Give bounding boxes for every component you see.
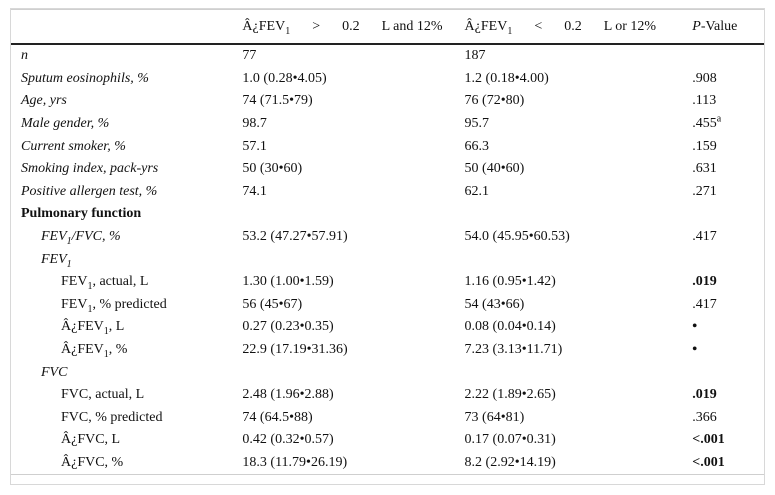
cell-p: • [692, 319, 698, 335]
label-pre: FEV [41, 229, 67, 245]
header-group-low [465, 10, 693, 45]
cell-p: .908 [692, 70, 717, 86]
label-sub: 1 [103, 326, 109, 338]
row-label: Age, yrs [21, 93, 67, 109]
header-high-op: > [312, 18, 321, 34]
table-row [11, 44, 764, 68]
header-high-suffix: L and 12% [381, 18, 443, 34]
cell-low: 8.2 (2.92•14.19) [465, 452, 693, 475]
row-label [11, 226, 242, 249]
cell-low: 0.08 (0.04•0.14) [464, 319, 556, 335]
cell-high: 53.2 (47.27•57.91) [242, 229, 348, 245]
label-pre: FEV [41, 251, 67, 267]
cell-low: 54 (43•66) [464, 296, 525, 312]
cell-p: <.001 [692, 432, 725, 448]
cell-low: 1.2 (0.18•4.00) [464, 70, 549, 86]
table-row [11, 316, 764, 339]
row-label: Â¿FVC, % [11, 452, 242, 475]
cell-low: 66.3 [464, 138, 490, 154]
header-low-prefix: Â¿FEV [464, 18, 508, 34]
table-row [11, 339, 764, 362]
label-post: , L [108, 319, 125, 335]
table-header-row [11, 10, 764, 45]
cell-high: 56 (45•67) [242, 296, 303, 312]
header-low-val: 0.2 [564, 18, 582, 34]
cell-low: 0.17 (0.07•0.31) [464, 432, 556, 448]
cell-low: 187 [464, 48, 486, 64]
cell-p: • [692, 342, 698, 358]
cell-high: 57.1 [242, 138, 267, 154]
table-row [11, 135, 764, 158]
cell-high: 22.9 (17.19•31.36) [242, 342, 348, 358]
cell-p: .631 [692, 161, 717, 177]
header-high-sub: 1 [285, 25, 291, 37]
row-label: FVC, actual, L [61, 387, 145, 403]
cell-high: 77 [242, 48, 257, 64]
table-row [11, 158, 764, 181]
table-row [11, 68, 764, 91]
cell-p: .019 [692, 387, 717, 403]
label-pre: FEV [61, 296, 88, 312]
row-label [11, 294, 242, 317]
table-row [11, 294, 764, 317]
cell-p [692, 44, 764, 68]
label-post: /FVC, % [71, 229, 121, 245]
row-label: Sputum eosinophils, % [21, 70, 149, 86]
cell-low: 54.0 (45.95•60.53) [464, 229, 570, 245]
table-row [11, 90, 764, 113]
cell-high: 1.30 (1.00•1.59) [242, 274, 334, 290]
label-pre: Â¿FEV [61, 319, 104, 335]
cell-low: 50 (40•60) [464, 161, 525, 177]
data-table [11, 9, 764, 475]
label-post: , actual, L [92, 274, 149, 290]
cell-low: 62.1 [464, 183, 490, 199]
group-heading-fev [11, 248, 242, 271]
cell-p: .417 [692, 296, 717, 312]
table-row [11, 429, 764, 452]
group-heading-fvc: FVC [41, 364, 68, 380]
cell-high: 0.42 (0.32•0.57) [242, 432, 334, 448]
header-p-italic: P [692, 18, 701, 34]
row-label: Male gender, % [21, 116, 110, 132]
cell-p: .019 [692, 274, 717, 290]
table-row [11, 407, 764, 430]
table-row [11, 181, 764, 204]
cell-high: 74.1 [242, 183, 267, 199]
header-low-suffix: L or 12% [603, 18, 657, 34]
cell-low: 2.22 (1.89•2.65) [464, 387, 556, 403]
row-label: n [21, 48, 28, 64]
cell-low: 95.7 [464, 116, 490, 132]
cell-low: 76 (72•80) [464, 93, 525, 109]
header-low-sub: 1 [507, 25, 513, 37]
row-label [11, 271, 242, 294]
label-post: , % predicted [92, 296, 167, 312]
cell-high: 1.0 (0.28•4.05) [242, 70, 327, 86]
row-label [11, 339, 242, 362]
cell-high: 74 (64.5•88) [242, 409, 313, 425]
cell-high: 2.48 (1.96•2.88) [242, 387, 334, 403]
table-row [11, 271, 764, 294]
header-pvalue [692, 10, 764, 45]
header-high-val: 0.2 [342, 18, 360, 34]
group-row [11, 361, 764, 384]
cell-p [692, 113, 764, 136]
label-sub: 1 [66, 235, 72, 247]
label-sub: 1 [103, 348, 109, 360]
cell-low: 7.23 (3.13•11.71) [464, 342, 563, 358]
table-row [11, 452, 764, 475]
cell-p: .113 [692, 93, 717, 109]
label-sub: 1 [66, 258, 72, 270]
cell-p: .159 [692, 138, 717, 154]
cell-high: 50 (30•60) [242, 161, 303, 177]
label-sub: 1 [87, 303, 93, 315]
label-pre: FEV [61, 274, 88, 290]
footnote-mark: a [716, 113, 722, 125]
row-label: FVC, % predicted [61, 409, 163, 425]
cell-high: 0.27 (0.23•0.35) [242, 319, 334, 335]
section-row [11, 203, 764, 226]
table-row [11, 384, 764, 407]
label-sub: 1 [87, 281, 93, 293]
cell-p: .271 [692, 183, 717, 199]
cell-high: 74 (71.5•79) [242, 93, 313, 109]
group-row [11, 248, 764, 271]
cell-p-value: .455 [692, 116, 717, 132]
header-p-rest: -Value [700, 18, 738, 34]
section-heading: Pulmonary function [21, 206, 142, 222]
row-label: Current smoker, % [21, 138, 126, 154]
row-label [11, 316, 242, 339]
row-label: Positive allergen test, % [21, 183, 158, 199]
cell-p: <.001 [692, 452, 764, 475]
cell-low: 1.16 (0.95•1.42) [464, 274, 556, 290]
header-label-cell [11, 10, 242, 45]
header-low-op: < [534, 18, 543, 34]
cell-high: 98.7 [242, 116, 267, 132]
cell-p: .417 [692, 229, 717, 245]
row-label: Â¿FVC, L [61, 432, 121, 448]
cell-high: 18.3 (11.79•26.19) [242, 452, 464, 475]
cell-low: 73 (64•81) [464, 409, 525, 425]
row-label: Smoking index, pack-yrs [21, 161, 159, 177]
table-row [11, 226, 764, 249]
header-high-prefix: Â¿FEV [242, 18, 286, 34]
label-pre: Â¿FEV [61, 342, 104, 358]
cell-p: .366 [692, 409, 717, 425]
label-post: , % [108, 342, 128, 358]
header-group-high [242, 10, 464, 45]
table-row [11, 113, 764, 136]
